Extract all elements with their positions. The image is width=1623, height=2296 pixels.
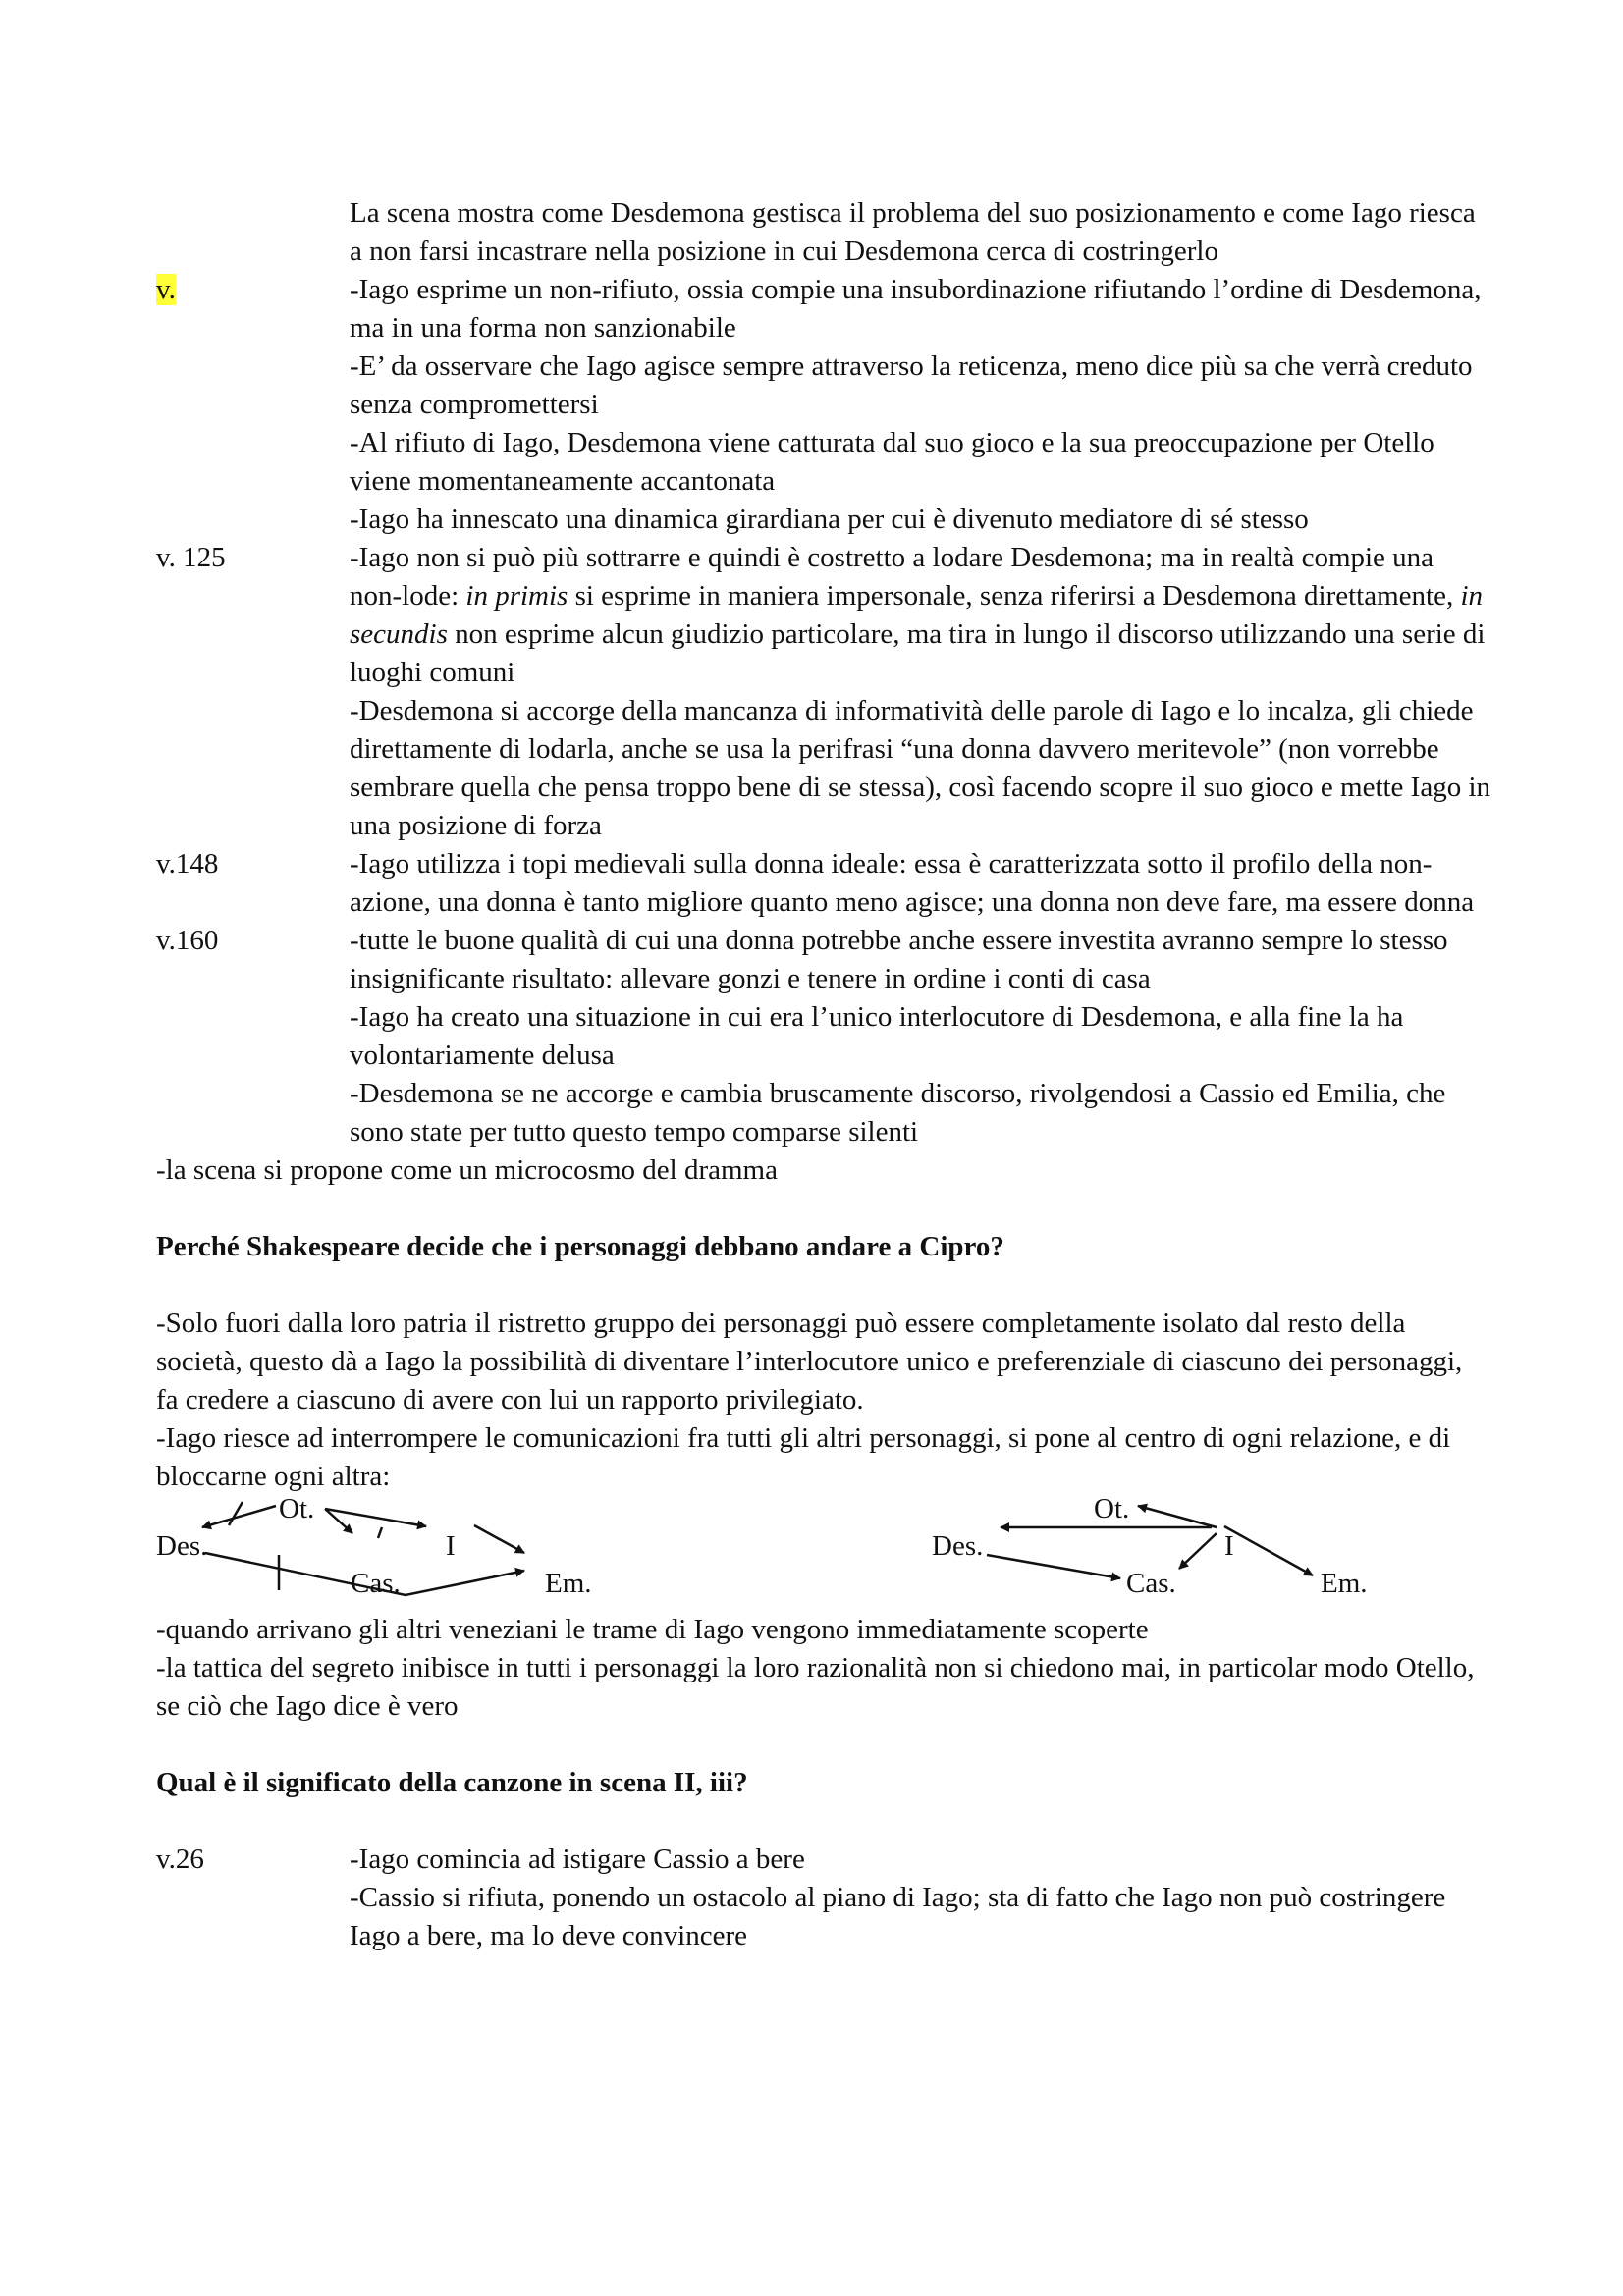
arrow-i-to-em <box>1224 1526 1313 1575</box>
note: -Iago ha innescato una dinamica girardiana per cui è divenuto mediatore di sé stesso <box>350 504 1309 535</box>
paragraph: -quando arrivano gli altri veneziani le trame di Iago vengono immediatamente scoperte <box>156 1614 1149 1645</box>
intro-paragraph: La scena mostra come Desdemona gestisca il problema del suo posizionamento e come Iago riesca a non farsi incastrare nella posizione in cui Desdemona cerca di costringerlo <box>350 197 1476 267</box>
verse-row-125 <box>156 539 1491 845</box>
verse-row-26 <box>156 1841 1491 1955</box>
arrow-i-to-ot <box>1138 1506 1217 1527</box>
node-ot: Ot. <box>1094 1493 1130 1524</box>
node-des: Des. <box>156 1530 208 1562</box>
section-heading: Qual è il significato della canzone in scena II, iii? <box>156 1767 748 1798</box>
verse-label-highlighted: v. <box>156 274 176 305</box>
verse-label: v.160 <box>156 925 219 956</box>
verse-label: v. 125 <box>156 542 226 573</box>
node-cas: Cas. <box>351 1568 401 1599</box>
note: -Iago comincia ad istigare Cassio a bere <box>350 1843 805 1875</box>
verse-row-160 <box>156 922 1491 1151</box>
note: -Iago esprime un non-rifiuto, ossia compie una insubordinazione rifiutando l’ordine di Desdemona, ma in una forma non sanzionabile <box>350 274 1482 344</box>
node-em: Em. <box>545 1568 592 1599</box>
note: -Al rifiuto di Iago, Desdemona viene catturata dal suo gioco e la sua preoccupazione per Otello viene momentaneamente accantonata <box>350 427 1434 497</box>
note: -E’ da osservare che Iago agisce sempre attraverso la reticenza, meno dice più sa che verrà creduto senza compromettersi <box>350 350 1473 420</box>
blocked-mark <box>378 1527 382 1538</box>
node-em: Em. <box>1321 1568 1368 1599</box>
note: -tutte le buone qualità di cui una donna potrebbe anche essere investita avranno sempre lo stesso insignificante risultato: allevare gonzi e tenere in ordine i conti di casa <box>350 925 1448 994</box>
italic-term: in secundis <box>350 580 1484 650</box>
arrow-des-to-em <box>205 1553 524 1595</box>
node-i: I <box>446 1530 456 1562</box>
arrow-i-to-em <box>474 1525 524 1553</box>
arrow-i-to-cas <box>1179 1533 1217 1569</box>
conclusion: -la scena si propone come un microcosmo del dramma <box>156 1154 778 1186</box>
verse-label: v.26 <box>156 1843 204 1875</box>
node-ot: Ot. <box>279 1493 315 1524</box>
verse-row-v <box>156 271 1491 539</box>
note: -Desdemona se ne accorge e cambia bruscamente discorso, rivolgendosi a Cassio ed Emilia, che sono state per tutto questo tempo comparse silenti <box>350 1078 1446 1148</box>
italic-term: in primis <box>465 580 568 612</box>
paragraph: -Solo fuori dalla loro patria il ristretto gruppo dei personaggi può essere completamente isolato dal resto della società, questo dà a Iago la possibilità di diventare l’interlocutore unico e preferenziale di ciascuno dei personaggi, fa credere a ciascuno di avere con lui un rapporto privilegiato. <box>156 1308 1463 1415</box>
relationship-diagrams <box>156 1493 1491 1611</box>
node-des: Des. <box>932 1530 984 1562</box>
intro-row <box>156 194 1491 271</box>
paragraph: -la tattica del segreto inibisce in tutti i personaggi la loro razionalità non si chiedono mai, in particolar modo Otello, se ciò che Iago dice è vero <box>156 1652 1475 1722</box>
note: -Iago utilizza i topi medievali sulla donna ideale: essa è caratterizzata sotto il profilo della non-azione, una donna è tanto migliore quanto meno agisce; una donna non deve fare, ma essere donna <box>350 848 1475 918</box>
arrow-des-to-cas <box>987 1555 1120 1578</box>
node-i: I <box>1224 1530 1234 1562</box>
note: -Iago ha creato una situazione in cui era l’unico interlocutore di Desdemona, e alla fine la ha volontariamente delusa <box>350 1001 1404 1071</box>
paragraph: -Iago riesce ad interrompere le comunicazioni fra tutti gli altri personaggi, si pone al centro di ogni relazione, e di bloccarne ogni altra: <box>156 1422 1451 1492</box>
note: -Desdemona si accorge della mancanza di informatività delle parole di Iago e lo incalza, gli chiede direttamente di lodarla, anche se usa la perifrasi “una donna davvero meritevole” (non vorrebbe sembrare quella che pensa troppo bene di se stessa), così facendo scopre il suo gioco e mette Iago in una posizione di forza <box>350 695 1491 841</box>
blocked-mark <box>229 1502 243 1525</box>
node-cas: Cas. <box>1126 1568 1176 1599</box>
section-heading: Perché Shakespeare decide che i personaggi debbano andare a Cipro? <box>156 1231 1004 1262</box>
verse-row-148 <box>156 845 1491 922</box>
verse-label: v.148 <box>156 848 219 880</box>
note: -Cassio si rifiuta, ponendo un ostacolo al piano di Iago; sta di fatto che Iago non può costringere Iago a bere, ma lo deve convincere <box>350 1882 1446 1951</box>
note: -Iago non si può più sottrarre e quindi è costretto a lodare Desdemona; ma in realtà compie una non-lode: in primis si esprime in maniera impersonale, senza riferirsi a Desdemona direttamente, in secundis non esprime alcun giudizio particolare, ma tira in lungo il discorso utilizzando una serie di luoghi comuni <box>350 542 1486 688</box>
diagram-arrows <box>156 1496 1491 1611</box>
document-body <box>156 194 1491 1955</box>
